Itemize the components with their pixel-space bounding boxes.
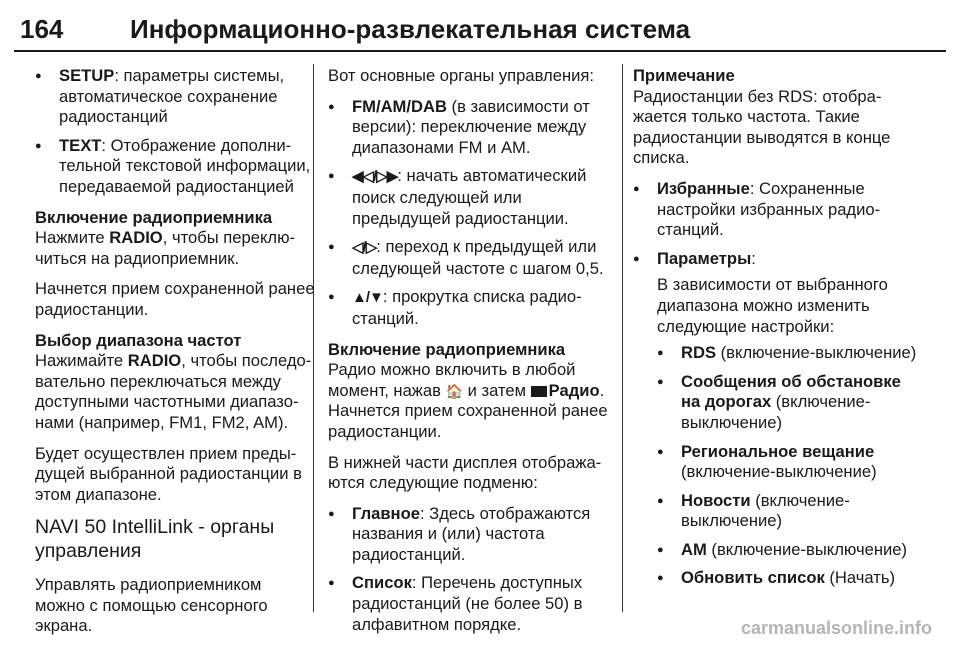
list-item <box>657 491 923 532</box>
item-text: (включение-выключение) <box>681 392 871 432</box>
column-3 <box>633 66 923 599</box>
text: , чтобы переключиться на радиоприемник. <box>35 228 296 268</box>
column-1 <box>35 66 315 647</box>
section-heading: Выбор диапазона частот <box>35 330 242 350</box>
paragraph <box>35 351 315 433</box>
term: Региональное вещание <box>681 441 875 461</box>
paragraph: Управлять радиоприемником можно с помощью сенсорного экрана. <box>35 575 268 636</box>
item-text: : Сохраненные настройки избранных радиостанций. <box>657 178 881 240</box>
item-text: (включение-выключение) <box>681 490 850 531</box>
nested-list <box>657 343 923 589</box>
list-item <box>657 540 923 561</box>
bullet-list <box>35 66 315 198</box>
text: , чтобы последовательно переключаться между доступными частотными диапазонами (например, FM1, FM2, AM). <box>35 351 312 432</box>
watermark: carmanualsonline.info <box>740 618 932 638</box>
list-item <box>657 372 923 434</box>
term: RDS <box>681 343 717 363</box>
list-item <box>657 343 923 364</box>
term: SETUP <box>59 66 115 85</box>
term: Обновить список <box>681 568 825 588</box>
item-text: : параметры системы, автоматическое сохранение радиостанций <box>59 66 285 127</box>
paragraph: В нижней части дисплея отображаются следующие подменю: <box>328 452 602 493</box>
text: и затем <box>463 380 531 400</box>
term: Избранные <box>657 178 750 198</box>
term: Параметры <box>657 248 752 268</box>
page-header <box>14 14 946 52</box>
list-item <box>328 237 608 279</box>
section-title: NAVI 50 IntelliLink - органы управления <box>35 516 275 563</box>
list-item <box>35 66 315 128</box>
item-text: : Отображение дополнительной текстовой информации, передаваемой радиостанцией <box>59 135 311 196</box>
note-text: Радиостанции без RDS: отображается только частота. Такие радиостанции выводятся в конце списка. <box>633 86 891 168</box>
item-text: : Перечень доступных радиостанций (не более 50) в алфавитном порядке. <box>352 573 583 634</box>
home-icon: 🏠 <box>445 382 464 399</box>
list-item <box>657 442 923 483</box>
bullet-list <box>328 504 608 636</box>
list-item <box>328 166 608 229</box>
text: Нажмите <box>35 228 110 248</box>
item-text: : Здесь отображаются названия и (или) частота радиостанций. <box>352 503 591 564</box>
item-text: (включение-выключение) <box>716 343 917 363</box>
bullet-list <box>328 97 608 330</box>
list-item <box>328 97 608 159</box>
item-text: : <box>751 248 756 268</box>
step-arrows-icon: ◁/▷ <box>352 239 377 257</box>
key-label: RADIO <box>127 351 182 371</box>
section-heading: Включение радиоприемника <box>35 207 273 227</box>
paragraph: Вот основные органы управления: <box>328 66 594 85</box>
list-item <box>633 179 923 241</box>
term: Сообщения об обстановке на дорогах <box>681 371 901 412</box>
item-text: : переход к предыдущей или следующей частоте с шагом 0,5. <box>352 237 604 278</box>
paragraph: Начнется прием сохраненной ранее радиостанции. <box>35 279 315 319</box>
page-number: 164 <box>20 14 64 44</box>
item-text: : начать автоматический поиск следующей или предыдущей радиостанции. <box>352 166 587 228</box>
header-rule <box>14 50 946 52</box>
seek-arrows-icon: ◀◁/▷▶ <box>352 168 398 186</box>
section-heading: Включение радиоприемника <box>328 339 566 359</box>
chapter-title: Информационно-развлекательная система <box>130 14 691 44</box>
term: Главное <box>352 503 420 523</box>
radio-icon <box>531 386 547 397</box>
list-item <box>657 568 923 589</box>
paragraph: Будет осуществлен прием предыдущей выбранной радиостанции в этом диапазоне. <box>35 443 302 504</box>
key-label: RADIO <box>109 228 163 248</box>
list-item <box>328 287 608 329</box>
paragraph <box>328 360 608 442</box>
item-text: : прокрутка списка радиостанций. <box>352 287 582 328</box>
item-text: (включение-выключение) <box>706 539 908 559</box>
column-divider <box>622 64 623 612</box>
key-label: Радио <box>548 380 600 400</box>
list-item <box>328 504 608 566</box>
text: Нажимайте <box>35 351 128 371</box>
note-heading: Примечание <box>633 66 735 85</box>
term: Список <box>352 573 412 593</box>
list-item <box>328 573 608 635</box>
scroll-arrows-icon: ▲/▼ <box>352 289 383 307</box>
column-2 <box>328 66 608 645</box>
bullet-list <box>633 179 923 589</box>
paragraph <box>35 228 315 269</box>
term: Новости <box>681 490 751 510</box>
item-text: (Начать) <box>824 568 896 588</box>
term: TEXT <box>59 135 102 155</box>
item-subtext: В зависимости от выбранного диапазона можно изменить следующие настройки: <box>657 275 888 336</box>
list-item <box>35 136 315 198</box>
list-item <box>633 249 923 589</box>
term: AM <box>681 539 707 559</box>
text: . Начнется прием сохраненной ранее радиостанции. <box>328 380 608 441</box>
item-text: (в зависимости от версии): переключение между диапазонами FM и AM. <box>352 96 590 157</box>
item-text: (включение-выключение) <box>681 462 877 482</box>
term: FM/AM/DAB <box>352 96 447 116</box>
text: Радио можно включить в любой момент, нажав <box>328 360 576 400</box>
